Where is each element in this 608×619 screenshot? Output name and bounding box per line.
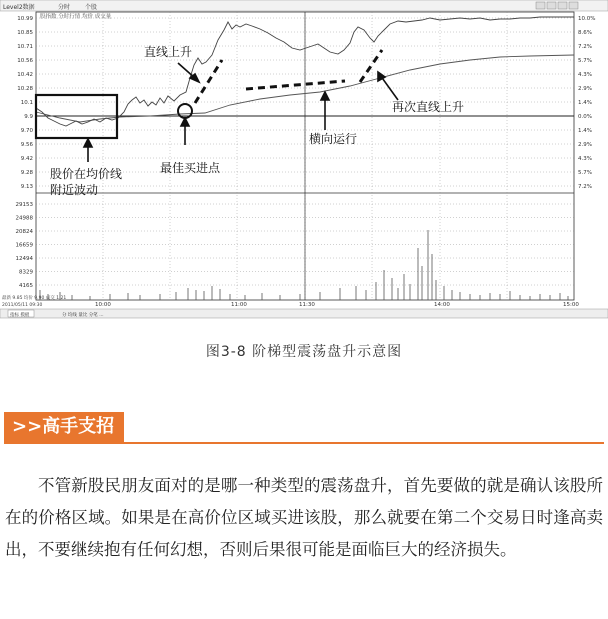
time-tick-3: 14:00 [434, 302, 450, 308]
price-tick: 9.13 [20, 184, 33, 190]
status-line-0: 最新 9.85 均价 9.90 成交 1.21 [2, 296, 67, 301]
volume-tick: 20824 [15, 229, 33, 235]
volume-tick: 24988 [15, 215, 33, 222]
percent-tick: 10.0% [578, 16, 596, 22]
header-tab-1: 分时 [58, 4, 71, 11]
bottom-tab-0: 指标 模板 [10, 313, 30, 318]
percent-tick: 4.3% [578, 72, 592, 78]
percent-tick: 7.2% [578, 184, 592, 190]
info-bar: 股指数 分时行情 均价 成交量 [40, 14, 112, 20]
volume-tick: 16659 [15, 242, 33, 249]
price-tick: 10.99 [17, 16, 33, 22]
price-tick: 10.42 [17, 72, 33, 78]
percent-tick: 5.7% [578, 58, 592, 64]
price-tick: 10.28 [17, 86, 33, 92]
time-tick-1: 11:00 [231, 302, 247, 308]
label-again-up: 再次直线上升 [392, 100, 465, 114]
volume-tick: 12494 [15, 256, 33, 262]
price-tick: 10.85 [17, 30, 33, 36]
time-tick-2: 11:30 [299, 302, 315, 308]
section-title: >>高手支招 [4, 412, 124, 442]
percent-tick: 7.2% [578, 44, 592, 50]
label-around-avg: 股价在均价线附近波动 [50, 167, 123, 197]
price-tick: 10.71 [17, 44, 33, 50]
time-tick-0: 10:00 [95, 302, 111, 308]
price-tick: 9.42 [20, 156, 33, 162]
percent-tick: 5.7% [578, 170, 592, 176]
body-paragraph: 不管新股民朋友面对的是哪一种类型的震荡盘升，首先要做的就是确认该股所在的价格区域。如果是在高价位区域买进该股，那么就要在第二个交易日时逢高卖出，不要继续抱有任何幻想，否则后果很可能是面临巨大的经济损失。 [5, 476, 603, 559]
status-line-1: 2011/05/11 09:30 [2, 303, 43, 308]
price-tick: 9.9 [24, 114, 33, 120]
price-tick: 9.28 [20, 170, 33, 176]
volume-tick: 29153 [15, 202, 33, 208]
percent-tick: 2.9% [578, 86, 592, 92]
figure-caption: 图3-8 阶梯型震荡盘升示意图 [205, 344, 403, 360]
percent-tick: 8.6% [578, 30, 592, 36]
label-sideways: 横向运行 [309, 132, 358, 146]
bottom-tab-1: 分 均线 量比 分笔 ... [62, 313, 104, 318]
time-tick-4: 15:00 [563, 302, 579, 308]
header-tab-0: Level2数据 [3, 4, 35, 11]
label-straight-up: 直线上升 [144, 45, 193, 59]
percent-tick: 1.4% [578, 100, 592, 106]
volume-tick: 8329 [19, 269, 33, 276]
percent-tick: 1.4% [578, 128, 592, 134]
label-best-buy: 最佳买进点 [160, 161, 221, 175]
section-divider [4, 442, 604, 444]
header-tab-2: 个股 [85, 4, 98, 11]
percent-tick: 0.0% [578, 114, 592, 120]
price-tick: 10.1 [20, 100, 33, 106]
price-tick: 10.56 [17, 58, 33, 64]
percent-tick: 4.3% [578, 156, 592, 162]
price-tick: 9.70 [20, 128, 33, 134]
percent-tick: 2.9% [578, 142, 592, 148]
price-tick: 9.56 [20, 142, 33, 148]
volume-tick: 4165 [19, 283, 33, 289]
